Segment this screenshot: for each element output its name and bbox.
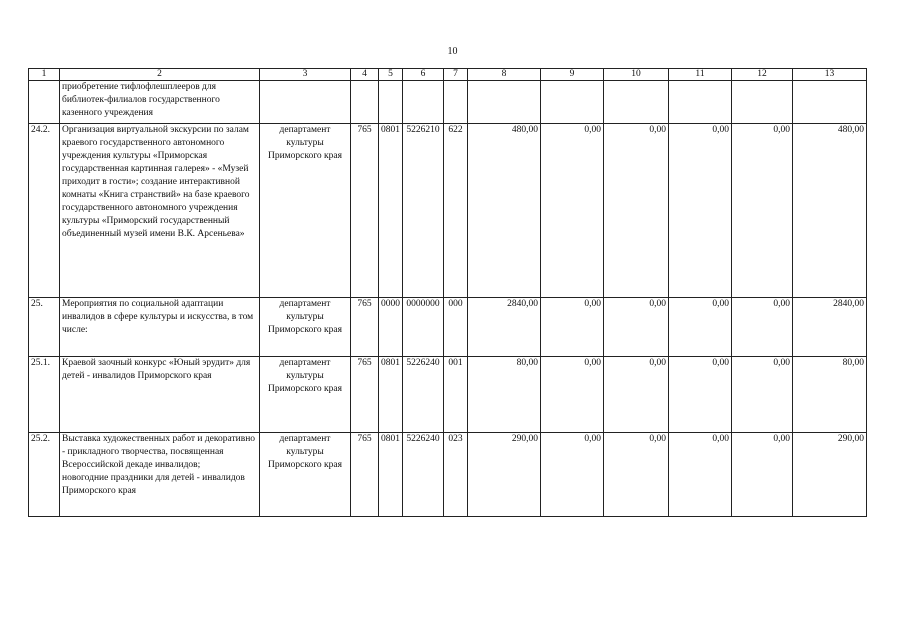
- amount-col-8: [468, 81, 541, 124]
- department: [260, 81, 351, 124]
- column-header: 11: [669, 69, 732, 81]
- activity-name: Выставка художественных работ и декоративно - прикладного творчества, посвященная Всероссийской декаде инвалидов; новогодние праздники для детей - инвалидов Приморского края: [60, 433, 260, 517]
- page-number: 10: [447, 46, 458, 57]
- amount-col-9: [541, 81, 604, 124]
- amount-col-10: 0,00: [604, 124, 669, 298]
- amount-col-8: 80,00: [468, 357, 541, 433]
- column-header: 8: [468, 69, 541, 81]
- amount-col-12: [732, 81, 793, 124]
- department: департамент культуры Приморского края: [260, 357, 351, 433]
- ministry-code: 765: [351, 298, 379, 357]
- department: департамент культуры Приморского края: [260, 124, 351, 298]
- ministry-code: [351, 81, 379, 124]
- amount-col-12: 0,00: [732, 433, 793, 517]
- row-number: 25.: [29, 298, 60, 357]
- amount-col-12: 0,00: [732, 124, 793, 298]
- row-number: [29, 81, 60, 124]
- expense-type-code: [444, 81, 468, 124]
- table-row: [29, 124, 867, 298]
- amount-col-10: 0,00: [604, 298, 669, 357]
- amount-col-8: 290,00: [468, 433, 541, 517]
- section-code: 0801: [379, 357, 403, 433]
- column-header: 4: [351, 69, 379, 81]
- amount-col-11: 0,00: [669, 298, 732, 357]
- table-row: [29, 298, 867, 357]
- amount-col-11: 0,00: [669, 357, 732, 433]
- amount-col-10: [604, 81, 669, 124]
- row-number: 24.2.: [29, 124, 60, 298]
- department: департамент культуры Приморского края: [260, 433, 351, 517]
- amount-col-9: 0,00: [541, 433, 604, 517]
- activity-name: Мероприятия по социальной адаптации инвалидов в сфере культуры и искусства, в том числе:: [60, 298, 260, 357]
- amount-col-13: 480,00: [793, 124, 867, 298]
- amount-col-13: 80,00: [793, 357, 867, 433]
- target-code: 5226210: [403, 124, 444, 298]
- amount-col-10: 0,00: [604, 433, 669, 517]
- amount-col-13: 2840,00: [793, 298, 867, 357]
- column-header: 6: [403, 69, 444, 81]
- row-number: 25.2.: [29, 433, 60, 517]
- amount-col-9: 0,00: [541, 298, 604, 357]
- amount-col-10: 0,00: [604, 357, 669, 433]
- column-header: 3: [260, 69, 351, 81]
- column-header: 7: [444, 69, 468, 81]
- section-code: 0801: [379, 124, 403, 298]
- amount-col-13: [793, 81, 867, 124]
- amount-col-11: 0,00: [669, 124, 732, 298]
- column-number-row: [29, 69, 867, 81]
- column-header: 2: [60, 69, 260, 81]
- table-row: [29, 357, 867, 433]
- amount-col-11: 0,00: [669, 433, 732, 517]
- target-code: 0000000: [403, 298, 444, 357]
- activity-name: Краевой заочный конкурс «Юный эрудит» для детей - инвалидов Приморского края: [60, 357, 260, 433]
- row-number: 25.1.: [29, 357, 60, 433]
- table-row: [29, 81, 867, 124]
- column-header: 12: [732, 69, 793, 81]
- expense-type-code: 622: [444, 124, 468, 298]
- target-code: [403, 81, 444, 124]
- amount-col-12: 0,00: [732, 357, 793, 433]
- amount-col-9: 0,00: [541, 124, 604, 298]
- section-code: 0000: [379, 298, 403, 357]
- target-code: 5226240: [403, 433, 444, 517]
- budget-table: [28, 68, 867, 517]
- expense-type-code: 023: [444, 433, 468, 517]
- amount-col-8: 480,00: [468, 124, 541, 298]
- expense-type-code: 000: [444, 298, 468, 357]
- ministry-code: 765: [351, 357, 379, 433]
- expense-type-code: 001: [444, 357, 468, 433]
- ministry-code: 765: [351, 124, 379, 298]
- activity-name: Организация виртуальной экскурсии по залам краевого государственного автономного учреждения культуры «Приморская государственная картинная галерея» - «Музей приходит в гости»; создание интерактивной комнаты «Книга странствий» на базе краевого государственного автономного учреждения культуры «Приморский государственный объединенный музей имени В.К. Арсеньева»: [60, 124, 260, 298]
- amount-col-9: 0,00: [541, 357, 604, 433]
- column-header: 5: [379, 69, 403, 81]
- target-code: 5226240: [403, 357, 444, 433]
- table-row: [29, 433, 867, 517]
- activity-name: приобретение тифлофлешплееров для библиотек-филиалов государственного казенного учреждения: [60, 81, 260, 124]
- column-header: 1: [29, 69, 60, 81]
- amount-col-12: 0,00: [732, 298, 793, 357]
- section-code: 0801: [379, 433, 403, 517]
- column-header: 10: [604, 69, 669, 81]
- amount-col-11: [669, 81, 732, 124]
- department: департамент культуры Приморского края: [260, 298, 351, 357]
- amount-col-13: 290,00: [793, 433, 867, 517]
- column-header: 13: [793, 69, 867, 81]
- column-header: 9: [541, 69, 604, 81]
- ministry-code: 765: [351, 433, 379, 517]
- section-code: [379, 81, 403, 124]
- amount-col-8: 2840,00: [468, 298, 541, 357]
